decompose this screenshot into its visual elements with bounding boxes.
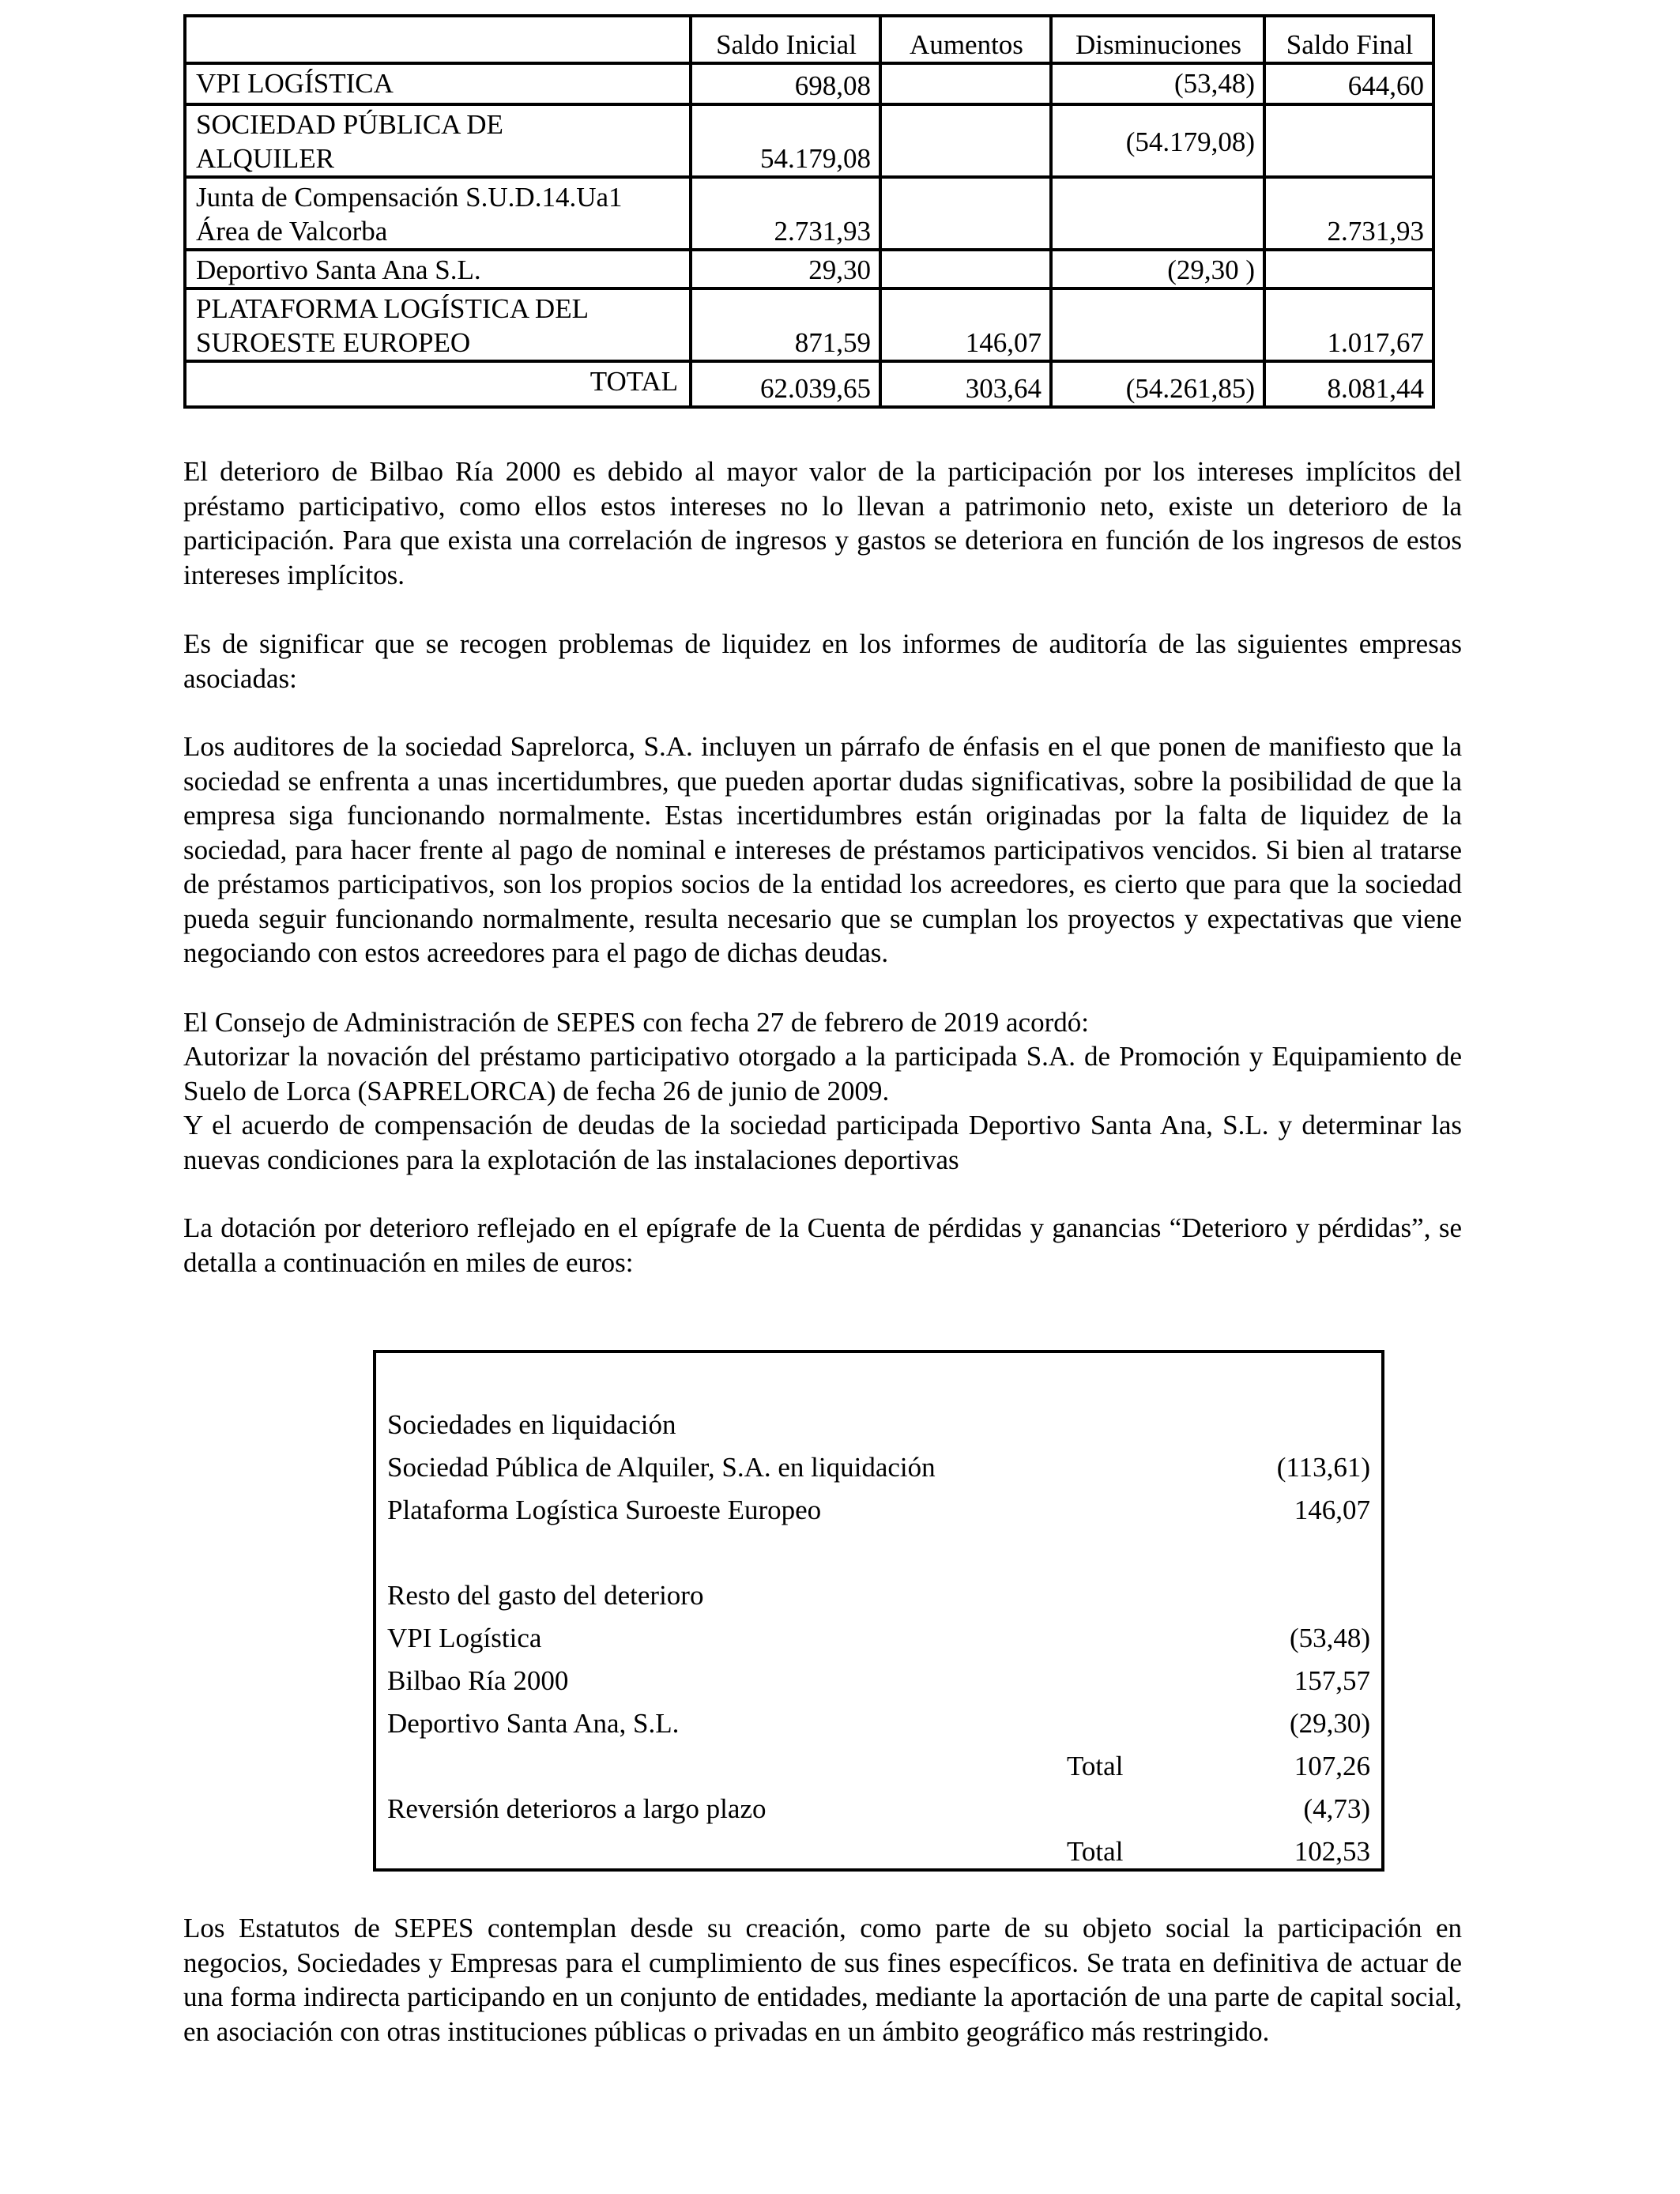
item-label: Deportivo Santa Ana, S.L. [387,1708,680,1739]
paragraph-estatutos-sepes: Los Estatutos de SEPES contemplan desde su creación, como parte de su objeto social la participación en negocios, Sociedades y Empresas para el cumplimiento de sus fines específicos. Se trata en definitiva de actuar de una forma indirecta participando en un conjunto de entidades, mediante la aportación de una parte de capital social, en asociación con otras instituciones públicas o privadas en un ámbito geográfico más restringido. [183,1913,1462,2047]
cell-saldo-inicial: 54.179,08 [691,104,880,177]
table-row [185,63,1433,104]
header-cell-empty [185,16,691,63]
cell-saldo-inicial: 29,30 [691,250,880,288]
item-label: Sociedad Pública de Alquiler, S.A. en liquidación [387,1452,936,1483]
item-label: Bilbao Ría 2000 [387,1665,569,1696]
cell-saldo-inicial: 871,59 [691,288,880,361]
cell-aumentos [880,250,1051,288]
subtotal-label: Total [1067,1751,1124,1781]
paragraph-acuerdo-compensacion: Y el acuerdo de compensación de deudas de la sociedad participada Deportivo Santa Ana, S.L. y determinar las nuevas condiciones para la explotación de las instalaciones deportivas [183,1110,1462,1175]
cell-saldo-final: 2.731,93 [1264,177,1433,250]
list-item [387,1617,1370,1660]
list-item [387,1660,1370,1702]
cell-saldo-inicial: 698,08 [691,63,880,104]
table-row [185,288,1433,361]
item-value: (4,73) [1303,1793,1370,1824]
table-row [185,177,1433,250]
paragraph-dotacion-deterioro: La dotación por deterioro reflejado en el epígrafe de la Cuenta de pérdidas y ganancias “Deterioro y pérdidas”, se detalla a continuación en miles de euros: [183,1212,1462,1278]
row-name: PLATAFORMA LOGÍSTICA DEL SUROESTE EUROPEO [185,288,691,361]
item-value: 146,07 [1294,1495,1370,1525]
item-label: VPI Logística [387,1623,542,1653]
subtotal-value: 107,26 [1294,1751,1370,1781]
table-total-row [185,361,1433,407]
total-saldo-inicial: 62.039,65 [691,361,880,407]
cell-disminuciones [1051,177,1264,250]
section-title-row [387,1574,1370,1617]
cell-saldo-final [1264,250,1433,288]
total-saldo-final: 8.081,44 [1264,361,1433,407]
item-value: (29,30) [1289,1708,1370,1739]
paragraph-consejo-fecha: El Consejo de Administración de SEPES con fecha 27 de febrero de 2019 acordó: [183,1007,1089,1038]
item-value: 157,57 [1294,1665,1370,1696]
total-label: Total [1067,1836,1124,1867]
paragraph-bilbao-deterioro: El deterioro de Bilbao Ría 2000 es debido al mayor valor de la participación por los intereses implícitos del préstamo participativo, como ellos estos intereses no lo llevan a patrimonio neto, existe un deterioro de la participación. Para que exista una correlación de ingresos y gastos se deteriora en función de los ingresos de estos intereses implícitos. [183,456,1462,590]
total-row [387,1830,1370,1873]
item-value: (113,61) [1276,1452,1370,1483]
section-title-liquidacion: Sociedades en liquidación [387,1409,676,1440]
cell-saldo-final: 1.017,67 [1264,288,1433,361]
header-saldo-inicial: Saldo Inicial [691,16,880,63]
total-value: 102,53 [1294,1836,1370,1867]
paragraph-saprelorca-auditores: Los auditores de la sociedad Saprelorca, S.A. incluyen un párrafo de énfasis en el que ponen de manifiesto que la sociedad se enfrenta a unas incertidumbres, que pueden aportar dudas significativas, sobre la posibilidad de que la empresa siga funcionando normalmente. Estas incertidumbres están originadas por la falta de liquidez de la sociedad, para hacer frente al pago de nominal e intereses de préstamos participativos vencidos. Si bien al tratarse de préstamos participativos, son los propios socios de la entidad los acreedores, es cierto que para que la sociedad pueda seguir funcionando normalmente, resulta necesario que se cumplan los proyectos y expectativas que viene negociando con estos acreedores para el pago de dichas deudas. [183,731,1462,968]
cell-saldo-inicial: 2.731,93 [691,177,880,250]
row-name: Deportivo Santa Ana S.L. [185,250,691,288]
cell-disminuciones [1051,288,1264,361]
cell-saldo-final [1264,104,1433,177]
item-label: Plataforma Logística Suroeste Europeo [387,1495,822,1525]
cell-aumentos [880,177,1051,250]
subtotal-row [387,1745,1370,1788]
header-saldo-final: Saldo Final [1264,16,1433,63]
cell-disminuciones: (54.179,08) [1051,104,1264,177]
cell-saldo-final: 644,60 [1264,63,1433,104]
header-aumentos: Aumentos [880,16,1051,63]
section-title-row [387,1404,1370,1446]
cell-aumentos: 146,07 [880,288,1051,361]
table-row [185,250,1433,288]
item-value: (53,48) [1289,1623,1370,1653]
table-row [185,104,1433,177]
list-item [387,1702,1370,1745]
row-name: Junta de Compensación S.U.D.14.Ua1 Área de Valcorba [185,177,691,250]
movements-table [183,14,1435,409]
row-name: VPI LOGÍSTICA [185,63,691,104]
total-disminuciones: (54.261,85) [1051,361,1264,407]
paragraph-novacion-prestamo: Autorizar la novación del préstamo participativo otorgado a la participada S.A. de Promoción y Equipamiento de Suelo de Lorca (SAPRELORCA) de fecha 26 de junio de 2009. [183,1041,1462,1106]
cell-disminuciones: (29,30 ) [1051,250,1264,288]
list-item [387,1788,1370,1830]
row-name: SOCIEDAD PÚBLICA DE ALQUILER [185,104,691,177]
table-header-row [185,16,1433,63]
list-item [387,1489,1370,1532]
list-item [387,1446,1370,1489]
paragraph-problemas-liquidez: Es de significar que se recogen problemas de liquidez en los informes de auditoría de las siguientes empresas asociadas: [183,628,1462,694]
total-aumentos: 303,64 [880,361,1051,407]
cell-aumentos [880,104,1051,177]
header-disminuciones: Disminuciones [1051,16,1264,63]
impairment-detail-box [373,1350,1384,1872]
item-label: Reversión deterioros a largo plazo [387,1793,767,1824]
cell-aumentos [880,63,1051,104]
section-title-resto: Resto del gasto del deterioro [387,1580,704,1611]
total-label: TOTAL [185,361,691,407]
cell-disminuciones: (53,48) [1051,63,1264,104]
